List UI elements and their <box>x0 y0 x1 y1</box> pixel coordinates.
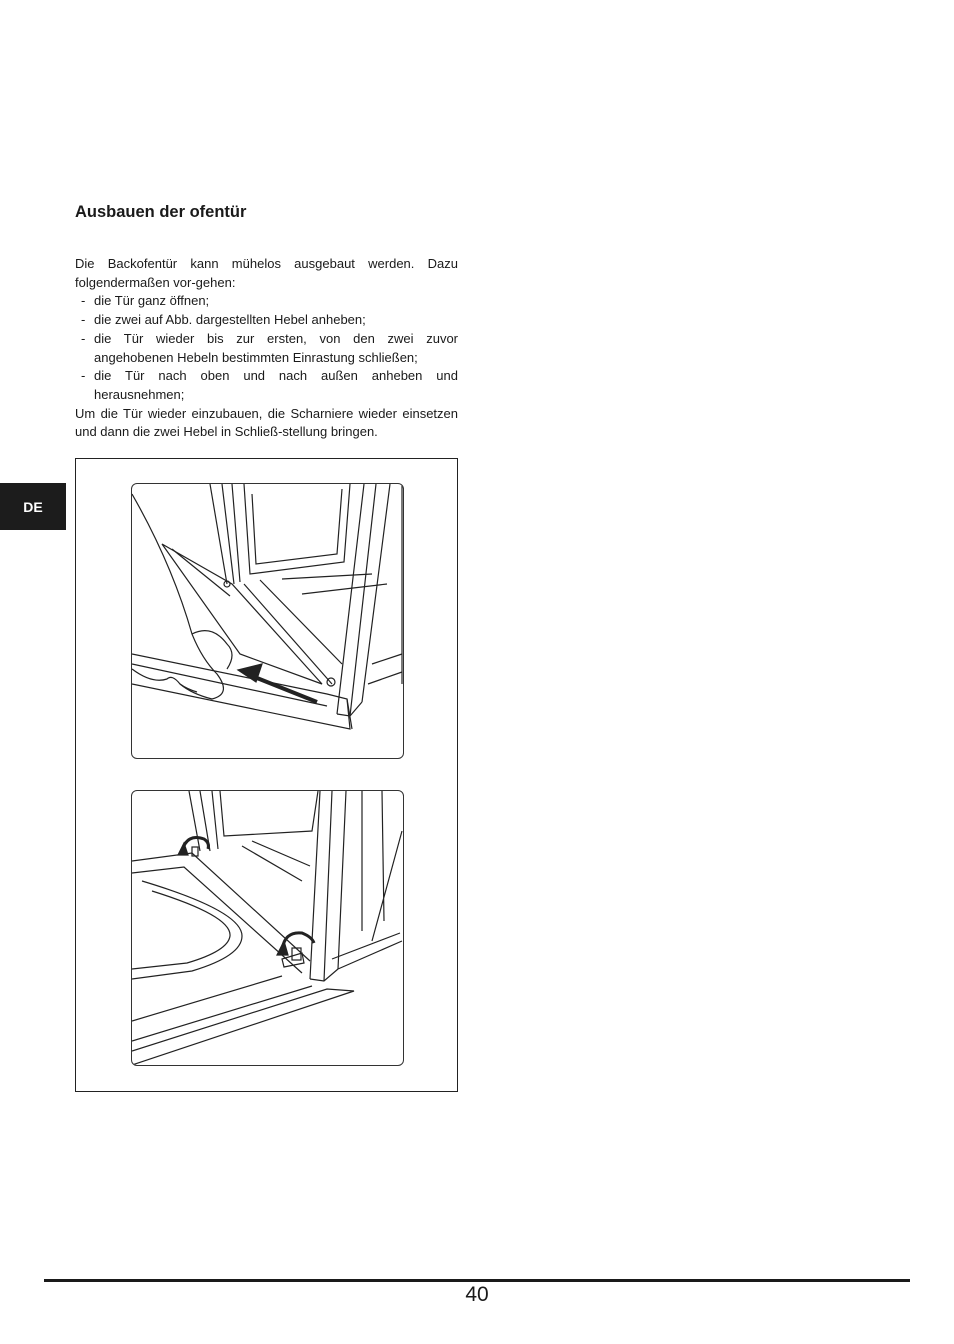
figure-frame <box>75 458 458 1092</box>
dash-bullet: - <box>81 368 86 384</box>
list-item <box>75 367 458 404</box>
step-text: die Tür nach oben und nach außen anheben und herausnehmen; <box>94 368 458 402</box>
steps-list <box>75 292 458 404</box>
section-title: Ausbauen der ofentür <box>75 203 247 221</box>
dash-bullet: - <box>81 293 86 309</box>
page-number <box>0 1283 954 1307</box>
list-item <box>75 292 458 311</box>
illustration-levers-raised <box>131 790 404 1066</box>
oven-door-lever-drawing <box>132 484 403 758</box>
step-text: die Tür ganz öffnen; <box>94 293 210 309</box>
list-item <box>75 330 458 367</box>
footer-rule <box>44 1279 910 1282</box>
list-item <box>75 311 458 330</box>
step-text: die Tür wieder bis zur ersten, von den zwei zuvor angehobenen Hebeln bestimmten Einrastung schließen; <box>94 330 458 365</box>
language-tab: DE <box>0 483 66 530</box>
outro-paragraph: Um die Tür wieder einzubauen, die Scharniere wieder einsetzen und dann die zwei Hebel in Schließ-stellung bringen. <box>75 405 458 440</box>
dash-bullet: - <box>81 330 86 346</box>
dash-bullet: - <box>81 312 86 328</box>
intro-paragraph: Die Backofentür kann mühelos ausgebaut werden. Dazu folgendermaßen vor-gehen: <box>75 256 458 290</box>
instructions-text <box>75 255 458 442</box>
oven-door-hinge-drawing <box>132 791 403 1065</box>
step-text: die zwei auf Abb. dargestellten Hebel anheben; <box>94 312 366 328</box>
page-number-text: 40 <box>465 1283 489 1306</box>
illustration-lever-lift <box>131 483 404 759</box>
